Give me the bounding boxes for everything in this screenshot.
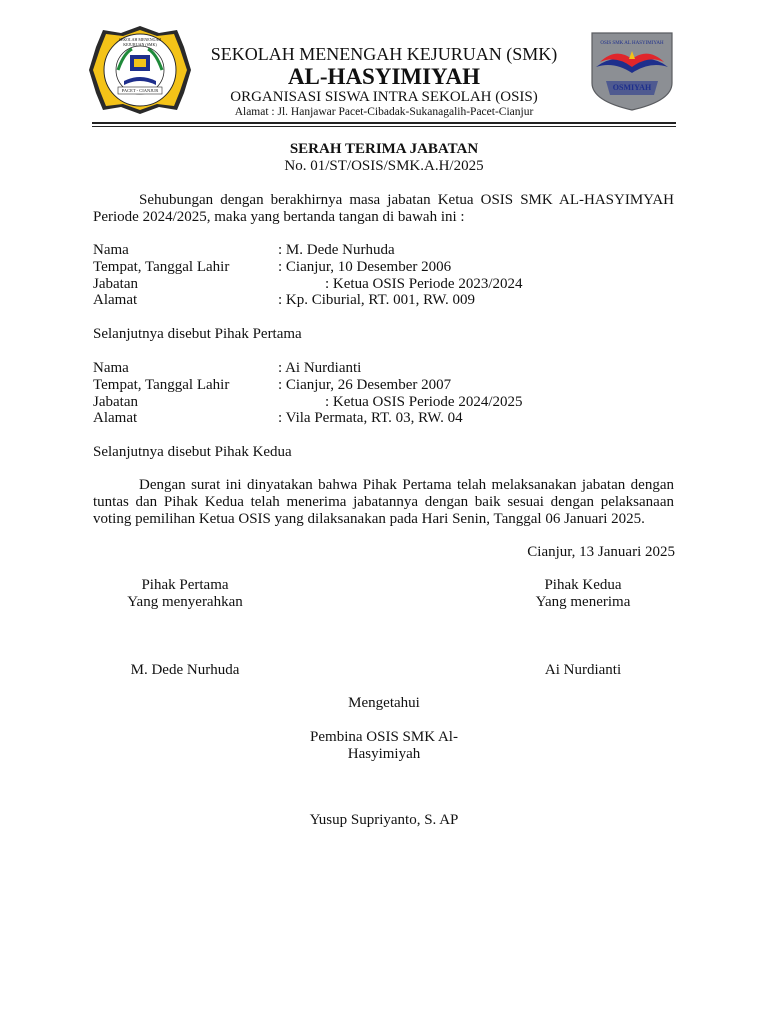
letterhead-rule-thin [92, 126, 676, 127]
advisor-title-line2: Hasyimiyah [347, 746, 421, 762]
party2-position-value: : Ketua OSIS Periode 2024/2025 [325, 394, 523, 410]
party1-name-label: Nama [93, 242, 129, 258]
party2-note: Selanjutnya disebut Pihak Kedua [93, 444, 292, 460]
party1-name-value: : M. Dede Nurhuda [278, 242, 395, 258]
osis-logo-bottom-text: OSMIYAH [612, 83, 652, 92]
party2-position-label: Jabatan [93, 394, 138, 410]
party1-address-label: Alamat [93, 292, 138, 308]
party1-birth-label: Tempat, Tanggal Lahir [93, 259, 230, 275]
right-signer-action: Yang menerima [535, 594, 631, 610]
letterhead-rule-thick [92, 122, 676, 124]
document-title: SERAH TERIMA JABATAN [289, 141, 479, 157]
letterhead-org: ORGANISASI SISWA INTRA SEKOLAH (OSIS) [230, 89, 538, 105]
place-date: Cianjur, 13 Januari 2025 [527, 544, 675, 560]
left-signer-action: Yang menyerahkan [127, 594, 243, 610]
party1-address-value: : Kp. Ciburial, RT. 001, RW. 009 [278, 292, 476, 308]
letterhead-school-name: AL-HASYIMIYAH [287, 64, 481, 89]
right-signer-role: Pihak Kedua [544, 577, 622, 593]
party2-birth-value: : Cianjur, 26 Desember 2007 [278, 377, 452, 393]
osis-logo-top-text: OSIS SMK AL HASYIMIYAH [600, 41, 664, 46]
left-signer-role: Pihak Pertama [141, 577, 229, 593]
osis-logo [588, 31, 676, 111]
advisor-title-line1: Pembina OSIS SMK Al- [310, 729, 458, 745]
intro-paragraph: Sehubungan dengan berakhirnya masa jabatan Ketua OSIS SMK AL-HASYIMYAH Periode 2024/2025, maka yang bertanda tangan di bawah ini : [93, 192, 674, 225]
party2-name-label: Nama [93, 360, 129, 376]
party2-name-value: : Ai Nurdianti [278, 360, 362, 376]
school-logo [88, 25, 192, 115]
school-logo-bottom-text: PACET - CIANJUR [121, 88, 159, 93]
party1-birth-value: : Cianjur, 10 Desember 2006 [278, 259, 452, 275]
advisor-name: Yusup Supriyanto, S. AP [309, 812, 459, 828]
document-number: No. 01/ST/OSIS/SMK.A.H/2025 [284, 158, 484, 174]
right-signer-name: Ai Nurdianti [544, 662, 622, 678]
school-logo-ring-text: SEKOLAH MENENGAH KEJURUAN (SMK) [118, 37, 162, 47]
party1-position-label: Jabatan [93, 276, 138, 292]
party2-address-value: : Vila Permata, RT. 03, RW. 04 [278, 410, 463, 426]
party2-address-label: Alamat [93, 410, 138, 426]
party1-position-value: : Ketua OSIS Periode 2023/2024 [325, 276, 523, 292]
party2-birth-label: Tempat, Tanggal Lahir [93, 377, 230, 393]
left-signer-name: M. Dede Nurhuda [130, 662, 240, 678]
letterhead-address: Alamat : Jl. Hanjawar Pacet-Cibadak-Sukanagalih-Pacet-Cianjur [234, 106, 534, 118]
statement-paragraph: Dengan surat ini dinyatakan bahwa Pihak Pertama telah melaksanakan jabatan dengan tuntas dan Pihak Kedua telah menerima jabatannya dengan baik sesuai dengan pelaksanaan voting pemilihan Ketua OSIS yang dilaksanakan pada Hari Senin, Tanggal 06 Januari 2025. [93, 477, 674, 527]
acknowledged-label: Mengetahui [348, 695, 420, 711]
party1-note: Selanjutnya disebut Pihak Pertama [93, 326, 302, 342]
letterhead-line1: SEKOLAH MENENGAH KEJURUAN (SMK) [210, 44, 558, 64]
